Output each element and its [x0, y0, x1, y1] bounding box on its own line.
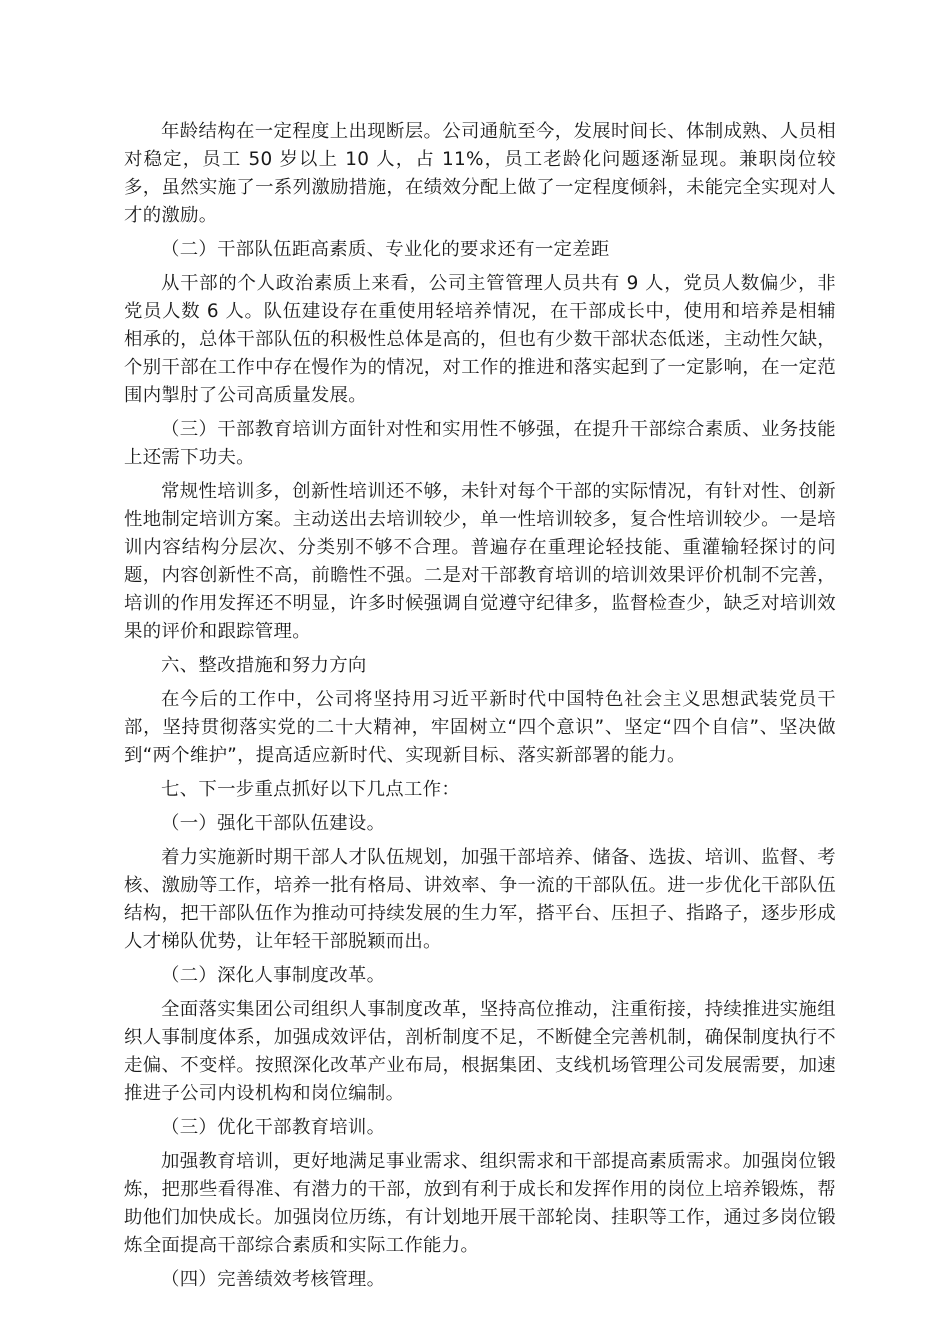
- heading-performance-management: （四）完善绩效考核管理。: [161, 1269, 386, 1290]
- paragraph-future-work: 在今后的工作中，公司将坚持用习近平新时代中国特色社会主义思想武装党员干部，坚持贯彻落实党的二十大精神，牢固树立“四个意识”、坚定“四个自信”、坚决做到“两个维护”，提高适应新时代、实现新目标、落实新部署的能力。: [124, 689, 836, 766]
- paragraph-cadre-political-quality: 从干部的个人政治素质上来看，公司主管管理人员共有 9 人，党员人数偏少，非党员人数 6 人。队伍建设存在重使用轻培养情况，在干部成长中，使用和培养是相辅相承的，总体干部队伍的积极性总体是高的，但也有少数干部状态低迷，主动性欠缺，个别干部在工作中存在慢作为的情况，对工作的推进和落实起到了一定影响，在一定范围内掣肘了公司高质量发展。: [124, 273, 836, 406]
- heading-strengthen-team: （一）强化干部队伍建设。: [161, 813, 386, 834]
- paragraph-training-issues: 常规性培训多，创新性培训还不够，未针对每个干部的实际情况，有针对性、创新性地制定培训方案。主动送出去培训较少，单一性培训较多，复合性培训较少。一是培训内容结构分层次、分类别不够不合理。普遍存在重理论轻技能、重灌输轻探讨的问题，内容创新性不高，前瞻性不强。二是对干部教育培训的培训效果评价机制不完善，培训的作用发挥还不明显，许多时候强调自觉遵守纪律多，监督检查少，缺乏对培训效果的评价和跟踪管理。: [124, 481, 836, 642]
- heading-next-steps: 七、下一步重点抓好以下几点工作：: [161, 779, 461, 800]
- document-body: [124, 118, 836, 1294]
- paragraph-age-structure: 年龄结构在一定程度上出现断层。公司通航至今，发展时间长、体制成熟、人员相对稳定，员工 50 岁以上 10 人，占 11%，员工老龄化问题逐渐显现。兼职岗位较多，虽然实施了一系列激励措施，在绩效分配上做了一定程度倾斜，未能完全实现对人才的激励。: [124, 121, 836, 226]
- heading-cadre-quality-gap: （二）干部队伍距高素质、专业化的要求还有一定差距: [161, 239, 610, 260]
- heading-optimize-training: （三）优化干部教育培训。: [161, 1117, 386, 1138]
- paragraph-personnel-reform: 全面落实集团公司组织人事制度改革，坚持高位推动，注重衔接，持续推进实施组织人事制度体系，加强成效评估，剖析制度不足，不断健全完善机制，确保制度执行不走偏、不变样。按照深化改革产业布局，根据集团、支线机场管理公司发展需要，加速推进子公司内设机构和岗位编制。: [124, 999, 836, 1104]
- heading-rectification-measures: 六、整改措施和努力方向: [161, 655, 367, 676]
- paragraph-strengthen-team: 着力实施新时期干部人才队伍规划，加强干部培养、储备、选拔、培训、监督、考核、激励等工作，培养一批有格局、讲效率、争一流的干部队伍。进一步优化干部队伍结构，把干部队伍作为推动可持续发展的生力军，搭平台、压担子、指路子，逐步形成人才梯队优势，让年轻干部脱颖而出。: [124, 847, 836, 952]
- heading-training-relevance: （三）干部教育培训方面针对性和实用性不够强，在提升干部综合素质、业务技能上还需下功夫。: [124, 419, 836, 468]
- heading-personnel-reform: （二）深化人事制度改革。: [161, 965, 386, 986]
- paragraph-optimize-training: 加强教育培训，更好地满足事业需求、组织需求和干部提高素质需求。加强岗位锻炼，把那些看得准、有潜力的干部，放到有利于成长和发挥作用的岗位上培养锻炼，帮助他们加快成长。加强岗位历练，有计划地开展干部轮岗、挂职等工作，通过多岗位锻炼全面提高干部综合素质和实际工作能力。: [124, 1151, 836, 1256]
